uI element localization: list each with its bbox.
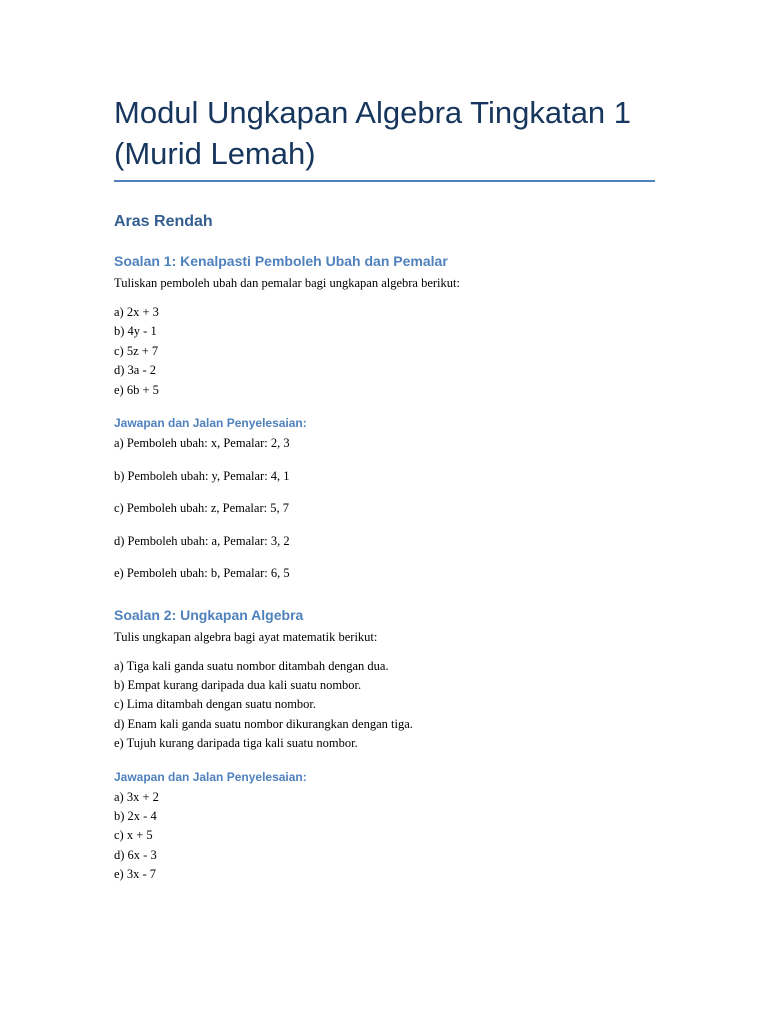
question-2-answers xyxy=(114,788,674,885)
question-2-items xyxy=(114,657,674,754)
list-item: d) 3a - 2 xyxy=(114,363,156,378)
level-heading: Aras Rendah xyxy=(114,213,213,230)
list-item: e) Tujuh kurang daripada tiga kali suatu nombor. xyxy=(114,736,358,751)
question-1-answer-heading: Jawapan dan Jalan Penyelesaian: xyxy=(114,416,307,431)
list-item: d) 6x - 3 xyxy=(114,847,157,862)
list-item: a) 2x + 3 xyxy=(114,305,159,319)
list-item: c) Pemboleh ubah: z, Pemalar: 5, 7 xyxy=(114,501,289,516)
document-body xyxy=(114,211,674,885)
list-item: b) 4y - 1 xyxy=(114,324,157,339)
question-1-instruction: Tuliskan pemboleh ubah dan pemalar bagi ungkapan algebra berikut: xyxy=(114,276,460,290)
list-item: b) 2x - 4 xyxy=(114,808,157,823)
question-1-heading: Soalan 1: Kenalpasti Pemboleh Ubah dan Pemalar xyxy=(114,253,448,269)
list-item: e) Pemboleh ubah: b, Pemalar: 6, 5 xyxy=(114,566,290,581)
question-1-items xyxy=(114,303,674,400)
list-item: b) Pemboleh ubah: y, Pemalar: 4, 1 xyxy=(114,468,290,483)
list-item: e) 6b + 5 xyxy=(114,382,159,397)
question-2-answer-heading: Jawapan dan Jalan Penyelesaian: xyxy=(114,769,307,784)
list-item: c) x + 5 xyxy=(114,828,153,843)
list-item: b) Empat kurang daripada dua kali suatu nombor. xyxy=(114,677,362,692)
list-item: c) Lima ditambah dengan suatu nombor. xyxy=(114,697,317,712)
list-item: d) Pemboleh ubah: a, Pemalar: 3, 2 xyxy=(114,533,290,548)
list-item: c) 5z + 7 xyxy=(114,343,159,358)
list-item: e) 3x - 7 xyxy=(114,867,156,882)
list-item: a) 3x + 2 xyxy=(114,789,159,804)
question-2-instruction: Tulis ungkapan algebra bagi ayat matematik berikut: xyxy=(114,629,378,644)
title-underline xyxy=(114,180,655,182)
list-item: a) Tiga kali ganda suatu nombor ditambah dengan dua. xyxy=(114,658,389,673)
question-2-heading: Soalan 2: Ungkapan Algebra xyxy=(114,606,304,623)
document-title: Modul Ungkapan Algebra Tingkatan 1 (Murid Lemah) xyxy=(114,95,632,171)
list-item: a) Pemboleh ubah: x, Pemalar: 2, 3 xyxy=(114,436,290,451)
question-1-answers xyxy=(114,434,674,583)
list-item: d) Enam kali ganda suatu nombor dikurangkan dengan tiga. xyxy=(114,716,413,731)
